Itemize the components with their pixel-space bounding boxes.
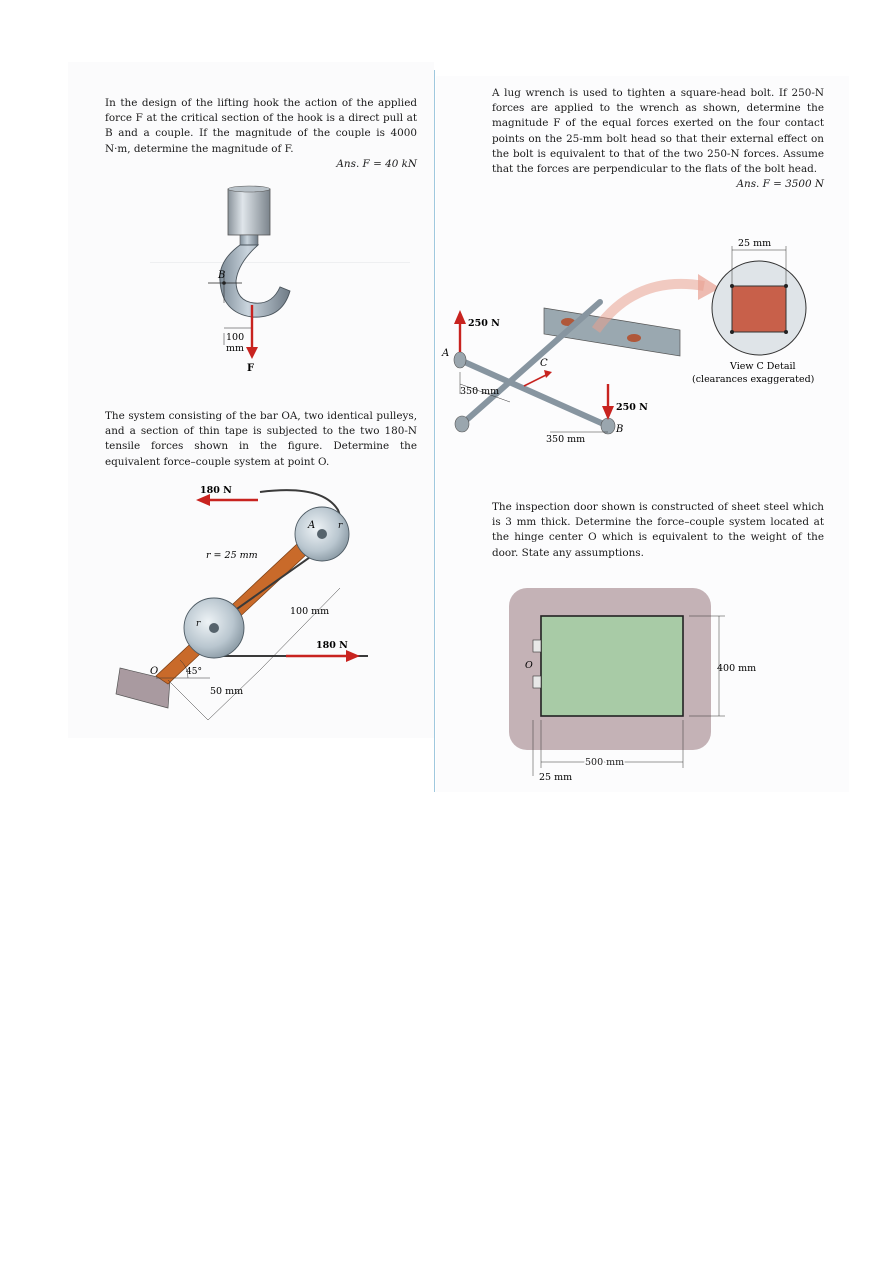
door-figure (505, 586, 770, 784)
pulley-radius-symbol-bottom: r (196, 619, 201, 629)
hook-figure (180, 183, 320, 378)
pulley-dim-length: 100 mm (290, 606, 330, 617)
problem-hook-text (105, 96, 417, 172)
pulley-force-top-label: 180 N (200, 485, 232, 496)
wrench-figure (440, 234, 840, 456)
door-point-O: O (525, 660, 533, 671)
wrench-detail-note: (clearances exaggerated) (692, 374, 815, 385)
problem-wrench-text (492, 86, 824, 192)
pulley-radius-symbol-top: r (338, 521, 343, 531)
hook-force-label: F (247, 363, 255, 374)
problem-door-statement: The inspection door shown is constructed of sheet steel which is 3 mm thick. Determine the force–couple system located at the hinge center O which is equivalent to the weight of the door. State any assumptions. (492, 501, 824, 559)
pulley-radius-label: r = 25 mm (206, 550, 258, 561)
pulley-figure (110, 480, 385, 728)
wrench-force-A-arrowhead (454, 310, 466, 324)
problem-hook-answer: Ans. F = 40 kN (336, 157, 417, 170)
wrench-point-C: C (540, 358, 548, 369)
pulley-point-A: A (308, 520, 316, 531)
wrench-detail-dim: 25 mm (738, 238, 772, 249)
problem-wrench-statement: A lug wrench is used to tighten a square-head bolt. If 250-N forces are applied to the wrench as shown, determine the magnitude F of the equal forces exerted on the four contact points on the 25-mm bolt head so that their external effect on the bolt is equivalent to that of the two 250-N forces. Assume that the forces are perpendicular to the flats of the bolt head. (492, 87, 824, 176)
pulley-force-bottom-label: 180 N (316, 640, 348, 651)
hook-point-label: B (218, 270, 226, 281)
wrench-point-B: B (616, 424, 624, 435)
problem-hook-statement: In the design of the lifting hook the action of the applied force F at the critical section of the hook is a direct pull at B and a couple. If the magnitude of the couple is 4000 N·m, determine the magnitude of F. (105, 97, 417, 155)
wrench-dim-left: 350 mm (460, 386, 500, 397)
page-divider (434, 70, 435, 792)
problem-pulley-statement: The system consisting of the bar OA, two identical pulleys, and a section of thin tape is subjected to the two 180-N tensile forces shown in the figure. Determine the equivalent force–couple system at point O. (105, 410, 417, 468)
hook-dimension-unit: mm (226, 343, 245, 354)
door-offset-label: 25 mm (539, 772, 573, 783)
door-height-label: 400 mm (717, 663, 757, 674)
hook-force-arrowhead (246, 347, 258, 359)
door-width-label: 500 mm (585, 757, 625, 768)
problem-pulley-text (105, 409, 417, 470)
pulley-point-O: O (150, 666, 159, 677)
wrench-force-B-label: 250 N (616, 402, 648, 413)
problem-wrench-answer: Ans. F = 3500 N (736, 178, 824, 191)
hook-dimension-value: 100 (226, 332, 245, 343)
wrench-detail-title: View C Detail (730, 361, 796, 372)
problem-door-text (492, 500, 824, 561)
pulley-dim-offset: 50 mm (210, 686, 244, 697)
wrench-dim-right: 350 mm (546, 434, 586, 445)
wrench-force-A-label: 250 N (468, 318, 500, 329)
wrench-force-B-arrowhead (602, 406, 614, 420)
wrench-point-A: A (442, 348, 450, 359)
pulley-angle-label: 45° (186, 667, 202, 677)
pulley-force-bottom-arrowhead (346, 650, 360, 662)
